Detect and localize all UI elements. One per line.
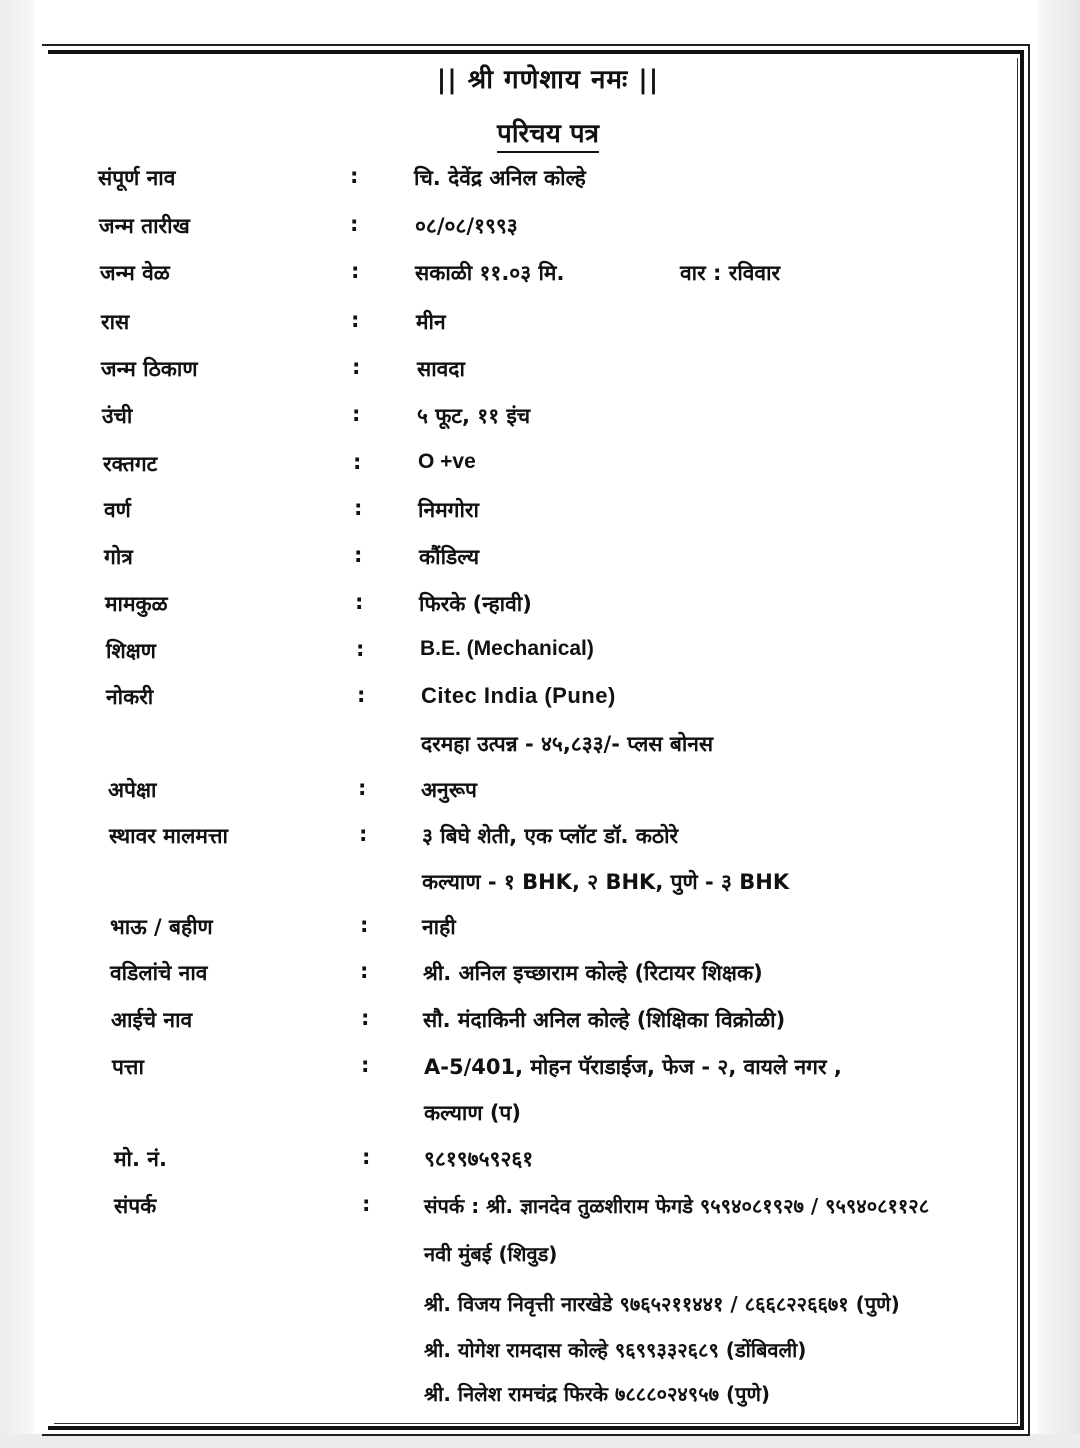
row-contact-continued — [0, 1336, 1080, 1376]
row-mother-name — [0, 1006, 1080, 1046]
field-label: गोत्र — [104, 545, 133, 569]
row-property-continued — [0, 868, 1080, 908]
field-value: नाही — [422, 915, 456, 939]
contact-line: श्री. निलेश रामचंद्र फिरके ७८८८०२४९५७ (पुणे) — [424, 1382, 771, 1406]
field-colon: : — [351, 308, 360, 332]
field-colon: : — [351, 259, 360, 283]
field-label: भाऊ / बहीण — [110, 915, 213, 939]
field-colon: : — [357, 683, 366, 707]
row-address-continued — [0, 1099, 1080, 1139]
field-value: निमगोरा — [418, 498, 479, 522]
field-colon: : — [353, 450, 362, 474]
field-colon: : — [360, 913, 369, 937]
row-property — [0, 822, 1080, 862]
field-colon: : — [350, 212, 359, 236]
field-value: चि. देवेंद्र अनिल कोल्हे — [414, 166, 586, 190]
field-colon: : — [359, 822, 368, 846]
row-expectation — [0, 776, 1080, 816]
field-label: जन्म ठिकाण — [101, 357, 198, 381]
field-label: अपेक्षा — [108, 778, 157, 802]
row-education — [0, 637, 1080, 677]
field-value: सावदा — [417, 357, 465, 381]
field-value: मीन — [416, 310, 446, 334]
field-colon: : — [355, 590, 364, 614]
row-address — [0, 1053, 1080, 1093]
row-job-income — [0, 730, 1080, 770]
field-colon: : — [352, 355, 361, 379]
row-birth-place — [0, 355, 1080, 395]
field-value: अनुरूप — [421, 778, 477, 802]
field-label: आईचे नाव — [111, 1008, 193, 1032]
field-colon: : — [356, 637, 365, 661]
field-label: वर्ण — [104, 498, 131, 522]
field-label: मो. नं. — [114, 1147, 167, 1171]
field-colon: : — [358, 776, 367, 800]
field-label: शिक्षण — [106, 639, 156, 663]
field-value: ५ फूट, ११ इंच — [417, 404, 531, 428]
field-colon: : — [360, 959, 369, 983]
contact-line: श्री. योगेश रामदास कोल्हे ९६९९३३२६८९ (डोंबिवली) — [424, 1338, 807, 1362]
row-contact-continued — [0, 1240, 1080, 1280]
row-siblings — [0, 913, 1080, 953]
field-colon: : — [361, 1006, 370, 1030]
field-value: O +ve — [418, 450, 476, 473]
row-mamkul — [0, 590, 1080, 630]
row-height — [0, 402, 1080, 442]
field-colon: : — [354, 496, 363, 520]
field-value: ९८१९७५९२६१ — [424, 1147, 534, 1171]
row-gotra — [0, 543, 1080, 583]
row-mobile — [0, 1145, 1080, 1185]
field-value: कौंडिल्य — [419, 545, 480, 569]
field-colon: : — [354, 543, 363, 567]
field-value-continued: कल्याण - १ BHK, २ BHK, पुणे - ३ BHK — [422, 870, 790, 894]
row-father-name — [0, 959, 1080, 999]
field-colon: : — [352, 402, 361, 426]
row-contact-continued — [0, 1290, 1080, 1330]
field-value-continued: दरमहा उत्पन्न - ४५,८३३/- प्लस बोनस — [421, 732, 714, 756]
field-value: ०८/०८/१९९३ — [415, 214, 518, 238]
field-label: मामकुळ — [105, 592, 168, 616]
document-title: परिचय पत्र — [0, 114, 1080, 153]
row-full-name — [0, 164, 1080, 204]
contact-line: नवी मुंबई (शिवुड) — [424, 1242, 558, 1266]
field-colon: : — [350, 164, 359, 188]
field-label: संपूर्ण नाव — [98, 166, 176, 190]
row-birth-time — [0, 259, 1080, 299]
row-job — [0, 683, 1080, 723]
field-label: उंची — [102, 404, 133, 428]
row-contact — [0, 1192, 1080, 1232]
field-value: श्री. अनिल इच्छाराम कोल्हे (रिटायर शिक्षक) — [423, 961, 763, 985]
field-label: स्थावर मालमत्ता — [109, 824, 228, 848]
field-value: A-5/401, मोहन पॅराडाईज, फेज - २, वायले नगर , — [424, 1055, 842, 1079]
field-label: रक्तगट — [103, 452, 158, 476]
photo-margin-bottom — [0, 1434, 1080, 1448]
field-label: रास — [101, 310, 130, 334]
field-value: फिरके (न्हावी) — [419, 592, 532, 616]
row-blood-group — [0, 450, 1080, 490]
row-complexion — [0, 496, 1080, 536]
field-label: जन्म वेळ — [100, 261, 170, 285]
field-value: Citec India (Pune) — [421, 683, 616, 708]
row-contact-continued — [0, 1380, 1080, 1420]
field-colon: : — [361, 1053, 370, 1077]
field-colon: : — [362, 1145, 371, 1169]
field-label: पत्ता — [112, 1055, 144, 1079]
field-value: B.E. (Mechanical) — [420, 637, 594, 660]
field-value: सकाळी ११.०३ मि. — [415, 261, 565, 285]
field-label: संपर्क — [114, 1194, 157, 1218]
field-label: जन्म तारीख — [99, 214, 190, 238]
row-rashi — [0, 308, 1080, 348]
field-label: नोकरी — [106, 685, 154, 709]
contact-line: श्री. विजय निवृत्ती नारखेडे ९७६५२११४४१ / ८६६८२२६६७१ (पुणे) — [424, 1292, 900, 1316]
field-value: ३ बिघे शेती, एक प्लॉट डॉ. कठोरे — [422, 824, 679, 848]
contact-line: संपर्क : श्री. ज्ञानदेव तुळशीराम फेगडे ९५९४०८१९२७ / ९५९४०८११२८ — [424, 1194, 930, 1218]
field-colon: : — [362, 1192, 371, 1216]
field-value-continued: कल्याण (प) — [424, 1101, 521, 1125]
row-birth-date — [0, 212, 1080, 252]
field-label: वडिलांचे नाव — [110, 961, 208, 985]
invocation-heading: || श्री गणेशाय नमः || — [436, 65, 660, 95]
field-value: सौ. मंदाकिनी अनिल कोल्हे (शिक्षिका विक्रोळी) — [423, 1008, 786, 1032]
field-extra-weekday: वार : रविवार — [680, 261, 781, 285]
